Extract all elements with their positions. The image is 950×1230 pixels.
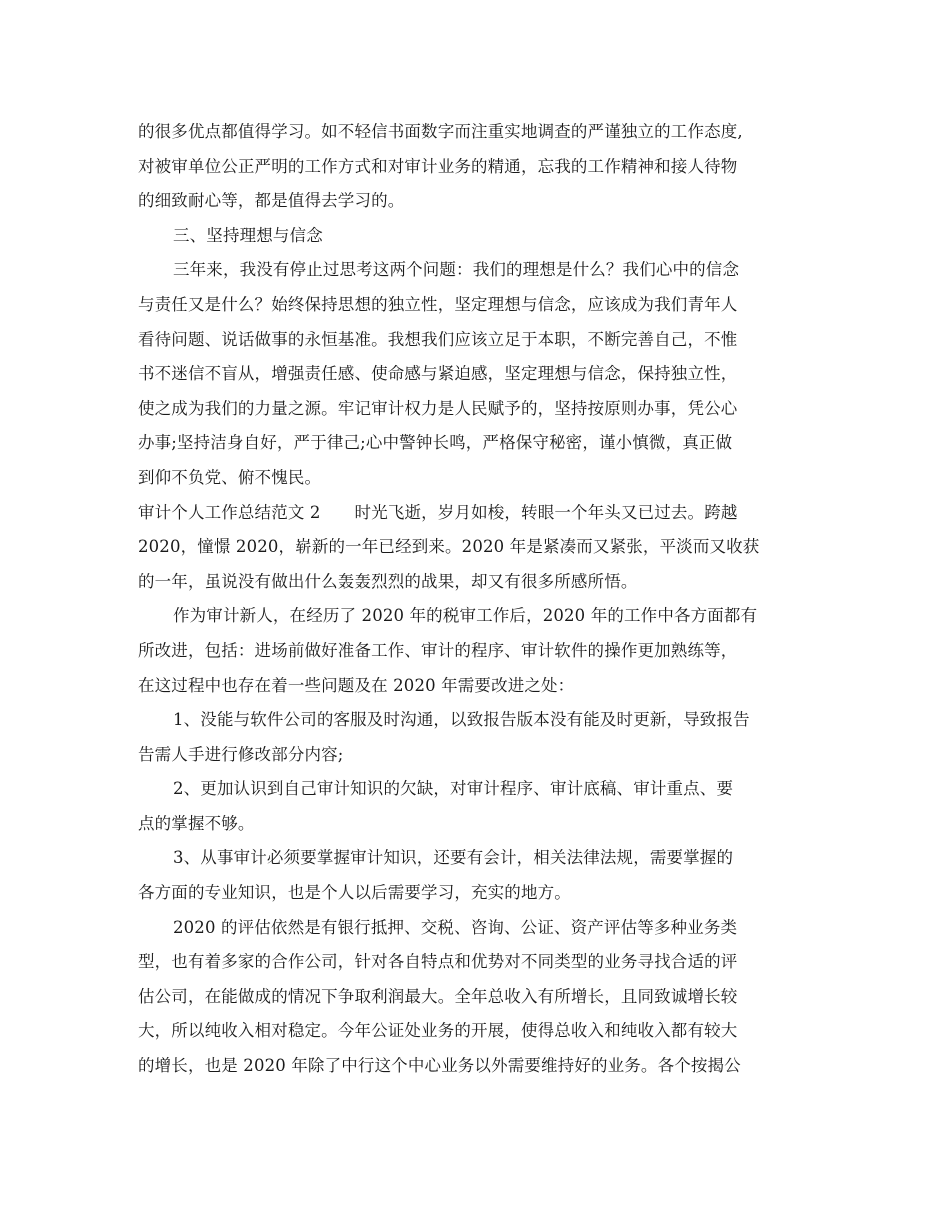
text-line: 所改进，包括：进场前做好准备工作、审计的程序、审计软件的操作更加熟练等， — [138, 640, 738, 660]
title-line — [138, 496, 818, 531]
text-line: 到仰不负党、俯不愧民。 — [138, 467, 322, 487]
text-line: 的增长，也是 2020 年除了中行这个中心业务以外需要维持好的业务。各个按揭公 — [138, 1056, 741, 1076]
text-line: 的一年，虽说没有做出什么轰轰烈烈的战果，却又有很多所感所悟。 — [138, 571, 638, 591]
text-line: 与责任又是什么？始终保持思想的独立性，坚定理想与信念，应该成为我们青年人 — [138, 294, 738, 314]
list-item: 2、更加认识到自己审计知识的欠缺，对审计程序、审计底稿、审计重点、要 — [173, 779, 734, 799]
text-line: 办事;坚持洁身自好，严于律己;心中警钟长鸣，严格保守秘密，谨小慎微，真正做 — [138, 433, 733, 453]
list-item: 3、从事审计必须要掌握审计知识，还要有会计，相关法律法规，需要掌握的 — [173, 848, 734, 868]
text-line: 2020，憧憬 2020，崭新的一年已经到来。2020 年是紧凑而又紧张，平淡而又收获 — [138, 537, 760, 557]
text-line: 的很多优点都值得学习。如不轻信书面数字而注重实地调查的严谨独立的工作态度, — [138, 122, 743, 141]
text-line: 点的掌握不够。 — [138, 813, 255, 833]
text-line: 三年来，我没有停止过思考这两个问题：我们的理想是什么？我们心中的信念 — [173, 260, 740, 280]
text-line: 时光飞逝，岁月如梭，转眼一个年头又已过去。跨越 — [354, 502, 738, 522]
text-line: 告需人手进行修改部分内容; — [138, 744, 344, 764]
text-line: 各方面的专业知识，也是个人以后需要学习，充实的地方。 — [138, 883, 571, 903]
text-line: 书不迷信不盲从，增强责任感、使命感与紧迫感，坚定理想与信念，保持独立性， — [138, 364, 738, 384]
document-title: 审计个人工作总结范文 2 — [138, 502, 321, 522]
document-body — [138, 115, 818, 1084]
text-line: 对被审单位公正严明的工作方式和对审计业务的精通，忘我的工作精神和接人待物 — [138, 156, 738, 176]
text-line: 使之成为我们的力量之源。牢记审计权力是人民赋予的，坚持按原则办事，凭公心 — [138, 398, 738, 418]
text-line: 作为审计新人，在经历了 2020 年的税审工作后，2020 年的工作中各方面都有 — [173, 606, 758, 626]
text-line: 估公司，在能做成的情况下争取利润最大。全年总收入有所增长，且同致诚增长较 — [138, 986, 738, 1006]
text-line: 大，所以纯收入相对稳定。今年公证处业务的开展，使得总收入和纯收入都有较大 — [138, 1021, 738, 1041]
text-line: 2020 的评估依然是有银行抵押、交税、咨询、公证、资产评估等多种业务类 — [173, 917, 738, 937]
section-heading: 三、坚持理想与信念 — [173, 225, 323, 245]
text-line: 看待问题、说话做事的永恒基准。我想我们应该立足于本职，不断完善自己，不惟 — [138, 329, 738, 349]
text-line: 在这过程中也存在着一些问题及在 2020 年需要改进之处： — [138, 675, 575, 695]
text-line: 的细致耐心等，都是值得去学习的。 — [138, 191, 405, 211]
list-item: 1、没能与软件公司的客服及时沟通，以致报告版本没有能及时更新，导致报告 — [173, 710, 750, 730]
text-line: 型，也有着多家的合作公司，针对各自特点和优势对不同类型的业务寻找合适的评 — [138, 952, 738, 972]
